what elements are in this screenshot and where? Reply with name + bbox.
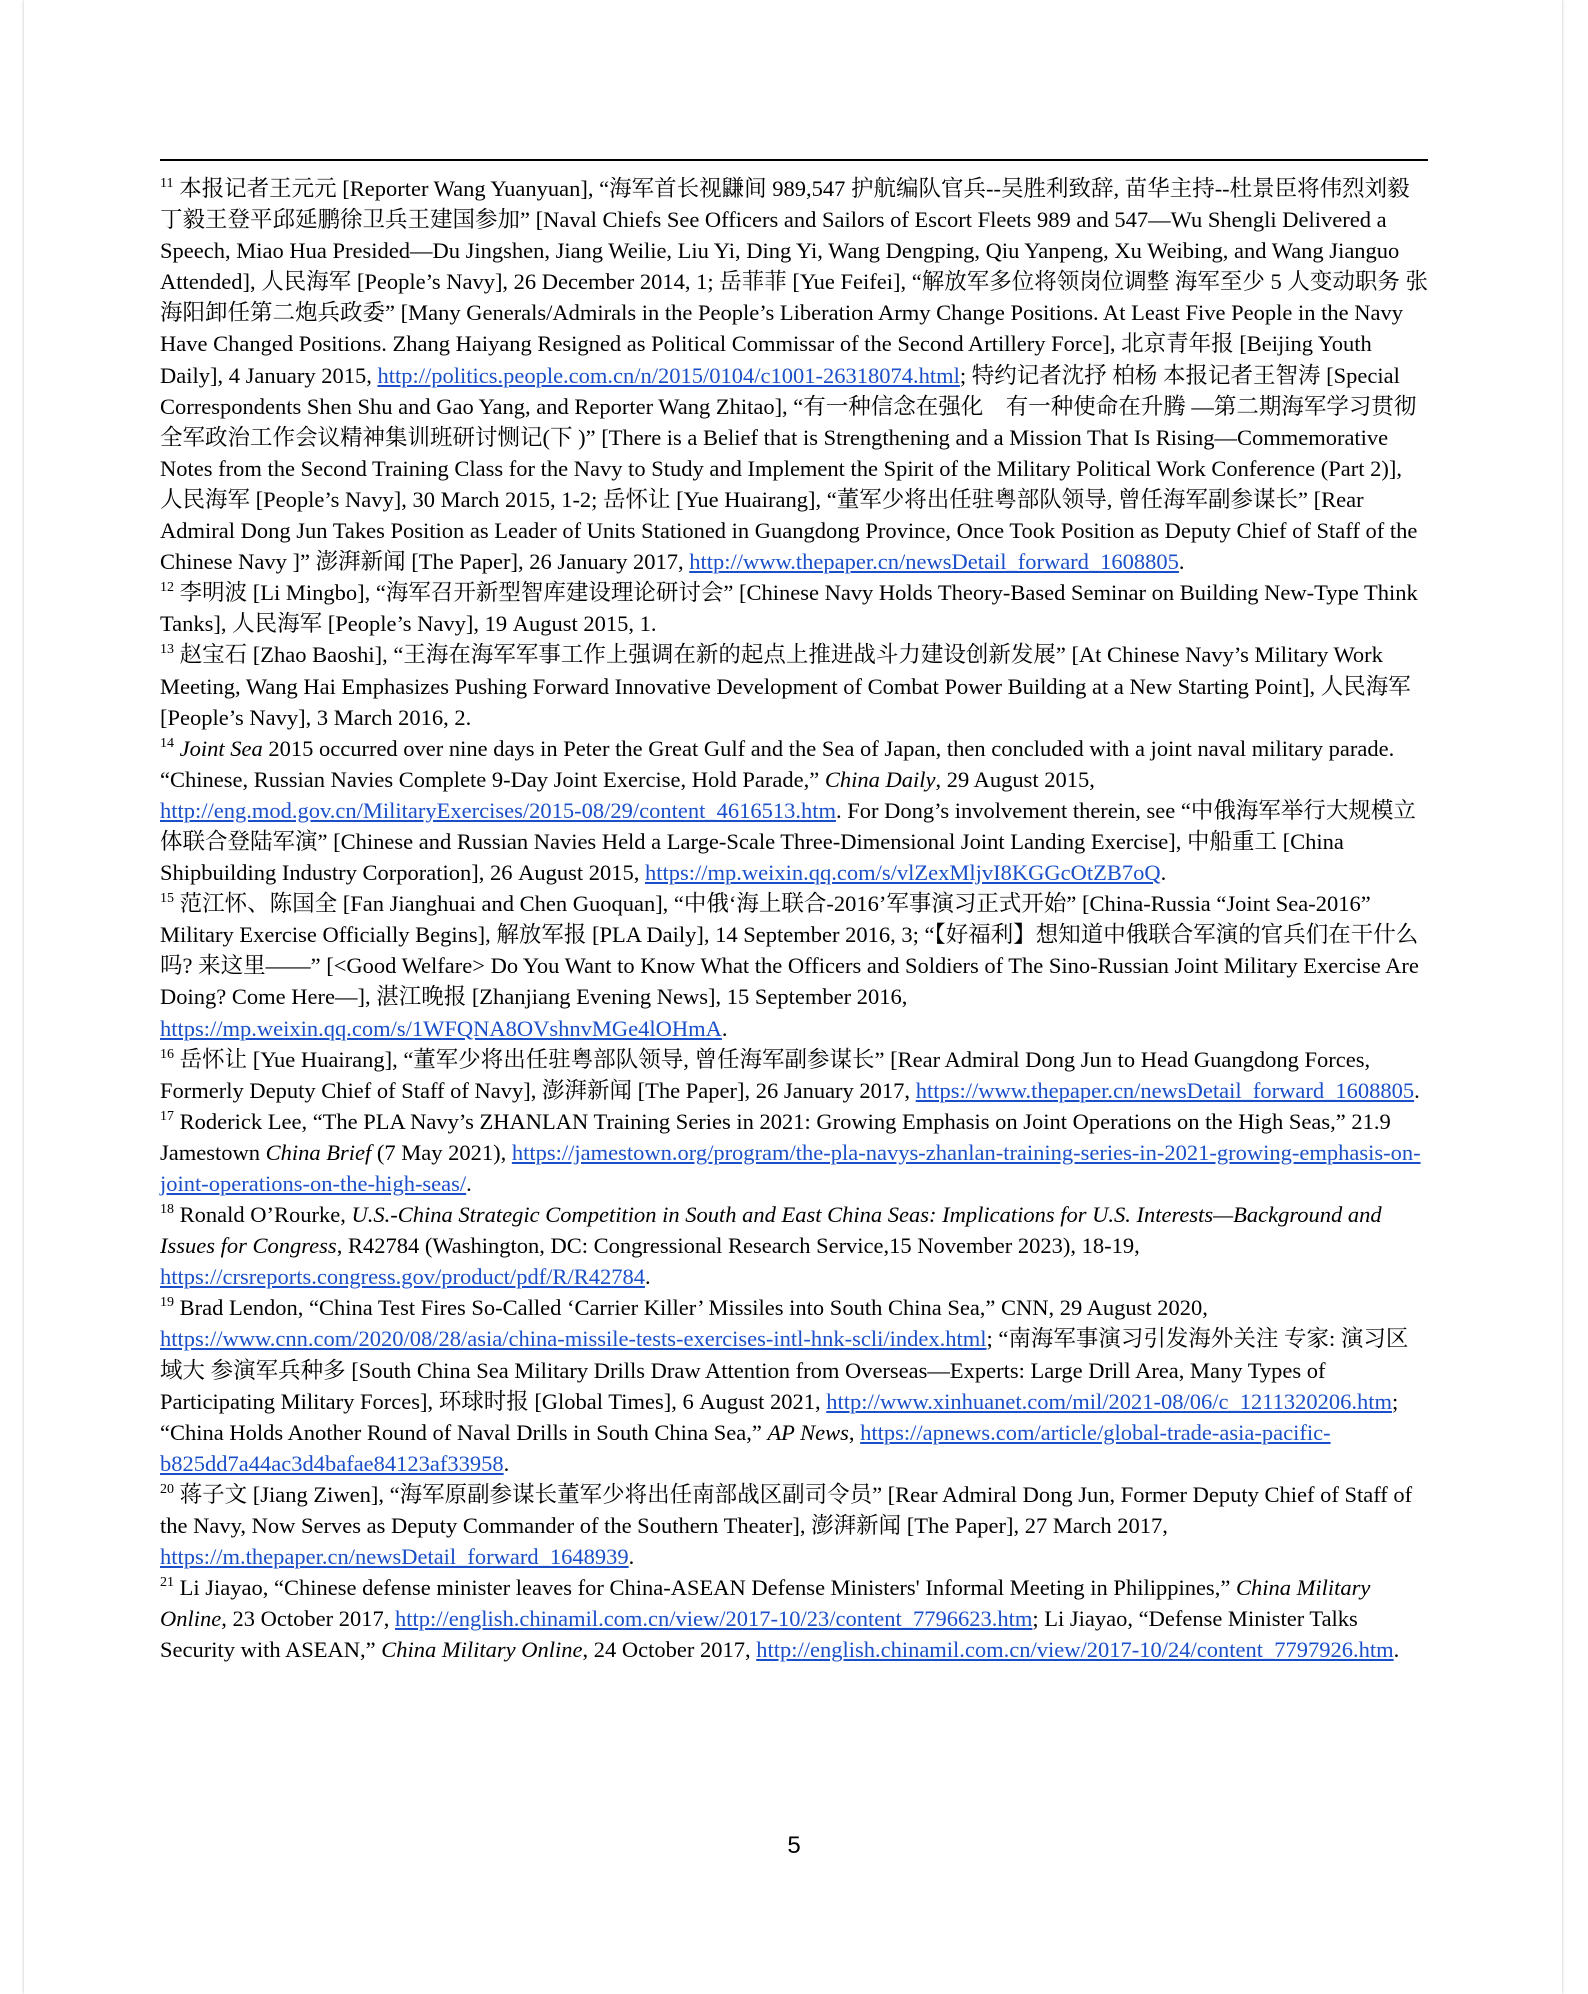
footnote-text: . (1393, 1637, 1400, 1663)
footnote-link[interactable]: https://www.cnn.com/2020/08/28/asia/china-missile-tests-exercises-intl-hnk-scli/index.html (160, 1326, 987, 1352)
footnote-text: ; Li Jiayao, “Defense Minister Talks Security with ASEAN,” (160, 1606, 1358, 1663)
footnote-text: . (721, 1015, 728, 1041)
footnote-italic-text: China Military Online (160, 1575, 1371, 1632)
footnote-text: . (1414, 1077, 1420, 1103)
footnote-text: , 29 August 2015, (935, 766, 1095, 792)
footnote-text: ; “China Holds Another Round of Naval Drills in South China Sea,” (160, 1388, 1399, 1445)
footnote-link[interactable]: http://www.thepaper.cn/newsDetail_forward_1608805 (689, 549, 1179, 575)
footnote-italic-text: China Daily (824, 766, 936, 792)
footnote-text: 范江怀、陈国全 [Fan Jianghuai and Chen Guoquan], “中俄‘海上联合-2016’军事演习正式开始” [China-Russia “Joint Sea-2016” Military Exercise Officially Begins], 解放军报 [PLA Daily], 14 September 2016, 3; “【好福利】想知道中俄联合军演的官兵们在干什么吗? 来这里——” [<Good Welfare> Do You Want to Know What the Officers and Soldiers of The Sino-Russian Joint Military Exercise Are Doing? Come Here—], 湛江晚报 [Zhanjiang Evening News], 15 September 2016, (160, 891, 1419, 1010)
footnote-text: Brad Lendon, “China Test Fires So-Called ‘Carrier Killer’ Missiles into South China Sea,” CNN, 29 August 2020, (179, 1295, 1208, 1321)
footnote-text: . For Dong’s involvement therein, see “中俄海军举行大规模立体联合登陆军演” [Chinese and Russian Navies Held a Large-Scale Three-Dimensional Joint Landing Exercise], 中船重工 [China Shipbuilding Industry Corporation], 26 August 2015, (160, 797, 1416, 886)
footnote-text: . (644, 1264, 651, 1290)
footnote-link[interactable]: https://mp.weixin.qq.com/s/vlZexMljvI8KGGcOtZB7oQ (645, 860, 1161, 886)
footnote-16 (160, 1044, 1428, 1106)
footnote-text: Ronald O’Rourke, (179, 1202, 352, 1228)
footnote-link[interactable]: http://eng.mod.gov.cn/MilitaryExercises/2015-08/29/content_4616513.htm (160, 797, 836, 823)
footnote-text: , 24 October 2017, (582, 1637, 757, 1663)
footnote-italic-text: Joint Sea (179, 735, 263, 761)
footnote-number: 11 (160, 176, 174, 191)
footnote-11 (160, 173, 1428, 577)
footnote-link[interactable]: https://mp.weixin.qq.com/s/1WFQNA8OVshnvMGe4lOHmA (160, 1015, 722, 1041)
footnote-number: 21 (160, 1575, 174, 1591)
footnote-text: , R42784 (Washington, DC: Congressional Research Service,15 November 2023), 18-19, (336, 1233, 1140, 1259)
footnote-text: , (848, 1419, 861, 1445)
footnote-text: . (1178, 549, 1185, 575)
footnote-number: 17 (160, 1108, 174, 1124)
footnotes-list (160, 173, 1428, 1666)
footnote-link[interactable]: http://english.chinamil.com.cn/view/2017-10/23/content_7796623.htm (394, 1606, 1033, 1632)
footnote-18 (160, 1199, 1428, 1292)
footnote-number: 18 (160, 1202, 174, 1218)
footnote-text: Li Jiayao, “Chinese defense minister leaves for China-ASEAN Defense Ministers' Informal Meeting in Philippines,” (179, 1575, 1236, 1601)
footnote-text: . (503, 1450, 510, 1476)
footnote-link[interactable]: https://m.thepaper.cn/newsDetail_forward_1648939 (160, 1544, 629, 1570)
footnote-italic-text: China Brief (265, 1139, 372, 1165)
footnote-number: 14 (160, 735, 174, 751)
footnote-number: 19 (160, 1295, 174, 1311)
footnote-text: , 23 October 2017, (221, 1606, 395, 1632)
footnote-text: . (466, 1171, 472, 1196)
footnote-link[interactable]: https://www.thepaper.cn/newsDetail_forward_1608805 (915, 1077, 1415, 1103)
footnote-14 (160, 733, 1428, 888)
footnote-text: . (1160, 860, 1167, 886)
footnote-text: 岳怀让 [Yue Huairang], “董军少将出任驻粤部队领导, 曾任海军副参谋长” [Rear Admiral Dong Jun to Head Guangdong Forces, Formerly Deputy Chief of Staff of Navy], 澎湃新闻 [The Paper], 26 January 2017, (160, 1046, 1371, 1103)
footnote-link[interactable]: https://crsreports.congress.gov/product/pdf/R/R42784 (160, 1264, 645, 1290)
footnote-number: 15 (160, 891, 174, 907)
footnote-text: 2015 occurred over nine days in Peter the Great Gulf and the Sea of Japan, then concluded with a joint naval military parade. “Chinese, Russian Navies Complete 9-Day Joint Exercise, Hold Parade,” (160, 735, 1395, 792)
footnote-separator (160, 159, 1428, 161)
footnote-number: 12 (160, 580, 174, 596)
footnote-17 (160, 1106, 1428, 1199)
footnote-number: 16 (160, 1046, 174, 1062)
footnote-13 (160, 639, 1428, 732)
footnote-20 (160, 1479, 1428, 1572)
footnote-text: . (628, 1544, 635, 1570)
footnote-italic-text: China Military Online (381, 1637, 583, 1663)
footnote-text: 蒋子文 [Jiang Ziwen], “海军原副参谋长董军少将出任南部战区副司令员” [Rear Admiral Dong Jun, Former Deputy Chief of Staff of the Navy, Now Serves as Deputy Commander of the Southern Theater], 澎湃新闻 [The Paper], 27 March 2017, (160, 1481, 1413, 1539)
footnote-text: 赵宝石 [Zhao Baoshi], “王海在海军军事工作上强调在新的起点上推进战斗力建设创新发展” [At Chinese Navy’s Military Work Meeting, Wang Hai Emphasizes Pushing Forward Innovative Development of Combat Power Building at a New Starting Point], 人民海军 [People’s Navy], 3 March 2016, 2. (160, 642, 1411, 730)
footnote-link[interactable]: http://english.chinamil.com.cn/view/2017-10/24/content_7797926.htm (756, 1637, 1394, 1663)
footnote-19 (160, 1292, 1428, 1479)
footnote-text: 本报记者王元元 [Reporter Wang Yuanyuan], “海军首长视鼸间 989,547 护航编队官兵--吴胜利致辞, 苗华主持--杜景臣将伟烈刘毅丁毅王登平邱延鹏徐卫兵王建国参加” [Naval Chiefs See Officers and Sailors of Escort Fleets 989 and 547—Wu Shengli Delivered a Speech, Miao Hua Presided—Du Jingshen, Jiang Weilie, Liu Yi, Ding Yi, Wang Dengping, Qiu Yanpeng, Xu Weibing, and Wang Jianguo Attended], 人民海军 [People’s Navy], 26 December 2014, 1; 岳菲菲 [Yue Feifei], “解放军多位将领岗位调整 海军至少 5 人变动职务 张海阳卸任第二炮兵政委” [Many Generals/Admirals in the People’s Liberation Army Change Positions. At Least Five People in the Navy Have Changed Positions. Zhang Haiyang Resigned as Political Commissar of the Second Artillery Force], 北京青年报 [Beijing Youth Daily], 4 January 2015, (160, 176, 1428, 388)
footnote-italic-text: U.S.-China Strategic Competition in South and East China Seas: Implications for U.S. Interests—Background and Issues for Congress (160, 1202, 1382, 1259)
footnote-12 (160, 577, 1428, 639)
footnote-number: 20 (160, 1481, 174, 1497)
footnote-link[interactable]: http://www.xinhuanet.com/mil/2021-08/06/c_1211320206.htm (826, 1388, 1393, 1414)
footnote-link[interactable]: http://politics.people.com.cn/n/2015/0104/c1001-26318074.html (377, 362, 960, 388)
footnote-italic-text: AP News (767, 1419, 849, 1445)
page-number: 5 (787, 1832, 801, 1859)
footnote-link[interactable]: https://jamestown.org/program/the-pla-navys-zhanlan-training-series-in-2021-growing-emphasis-on-joint-operations-on-the-high-seas/ (160, 1139, 1421, 1196)
footnote-link[interactable]: https://apnews.com/article/global-trade-asia-pacific-b825dd7a44ac3d4bafae84123af33958 (160, 1419, 1331, 1476)
footnote-15 (160, 888, 1428, 1043)
footnote-text: ; “南海军事演习引发海外关注 专家: 演习区域大 参演军兵种多 [South China Sea Military Drills Draw Attention from Overseas—Experts: Large Drill Area, Many Types of Participating Military Forces], 环球时报 [Global Times], 6 August 2021, (160, 1326, 1409, 1414)
footnote-text: Roderick Lee, “The PLA Navy’s ZHANLAN Training Series in 2021: Growing Emphasis on Joint Operations on the High Seas,” 21.9 Jamestown (160, 1108, 1391, 1165)
footnote-text: (7 May 2021), (371, 1139, 512, 1165)
footnote-text: 李明波 [Li Mingbo], “海军召开新型智库建设理论研讨会” [Chinese Navy Holds Theory-Based Seminar on Building New-Type Think Tanks], 人民海军 [People’s Navy], 19 August 2015, 1. (160, 580, 1418, 637)
footnote-number: 13 (160, 642, 174, 658)
footnote-21 (160, 1572, 1428, 1665)
footnote-text: ; 特约记者沈抒 柏杨 本报记者王智涛 [Special Correspondents Shen Shu and Gao Yang, and Reporter Wang Zhitao], “有一种信念在强化 有一种使命在升腾 —第二期海军学习贯彻全军政治工作会议精神集训班研讨恻记(下 )” [There is a Belief that is Strengthening and a Mission That Is Rising—Commemorative Notes from the Second Training Class for the Navy to Study and Implement the Spirit of the Military Political Work Conference (Part 2)], 人民海军 [People’s Navy], 30 March 2015, 1-2; 岳怀让 [Yue Huairang], “董军少将出任驻粤部队领导, 曾任海军副参谋长” [Rear Admiral Dong Jun Takes Position as Leader of Units Stationed in Guangdong Province, Once Took Position as Deputy Chief of Staff of the Chinese Navy ]” 澎湃新闻 [The Paper], 26 January 2017, (160, 362, 1418, 575)
